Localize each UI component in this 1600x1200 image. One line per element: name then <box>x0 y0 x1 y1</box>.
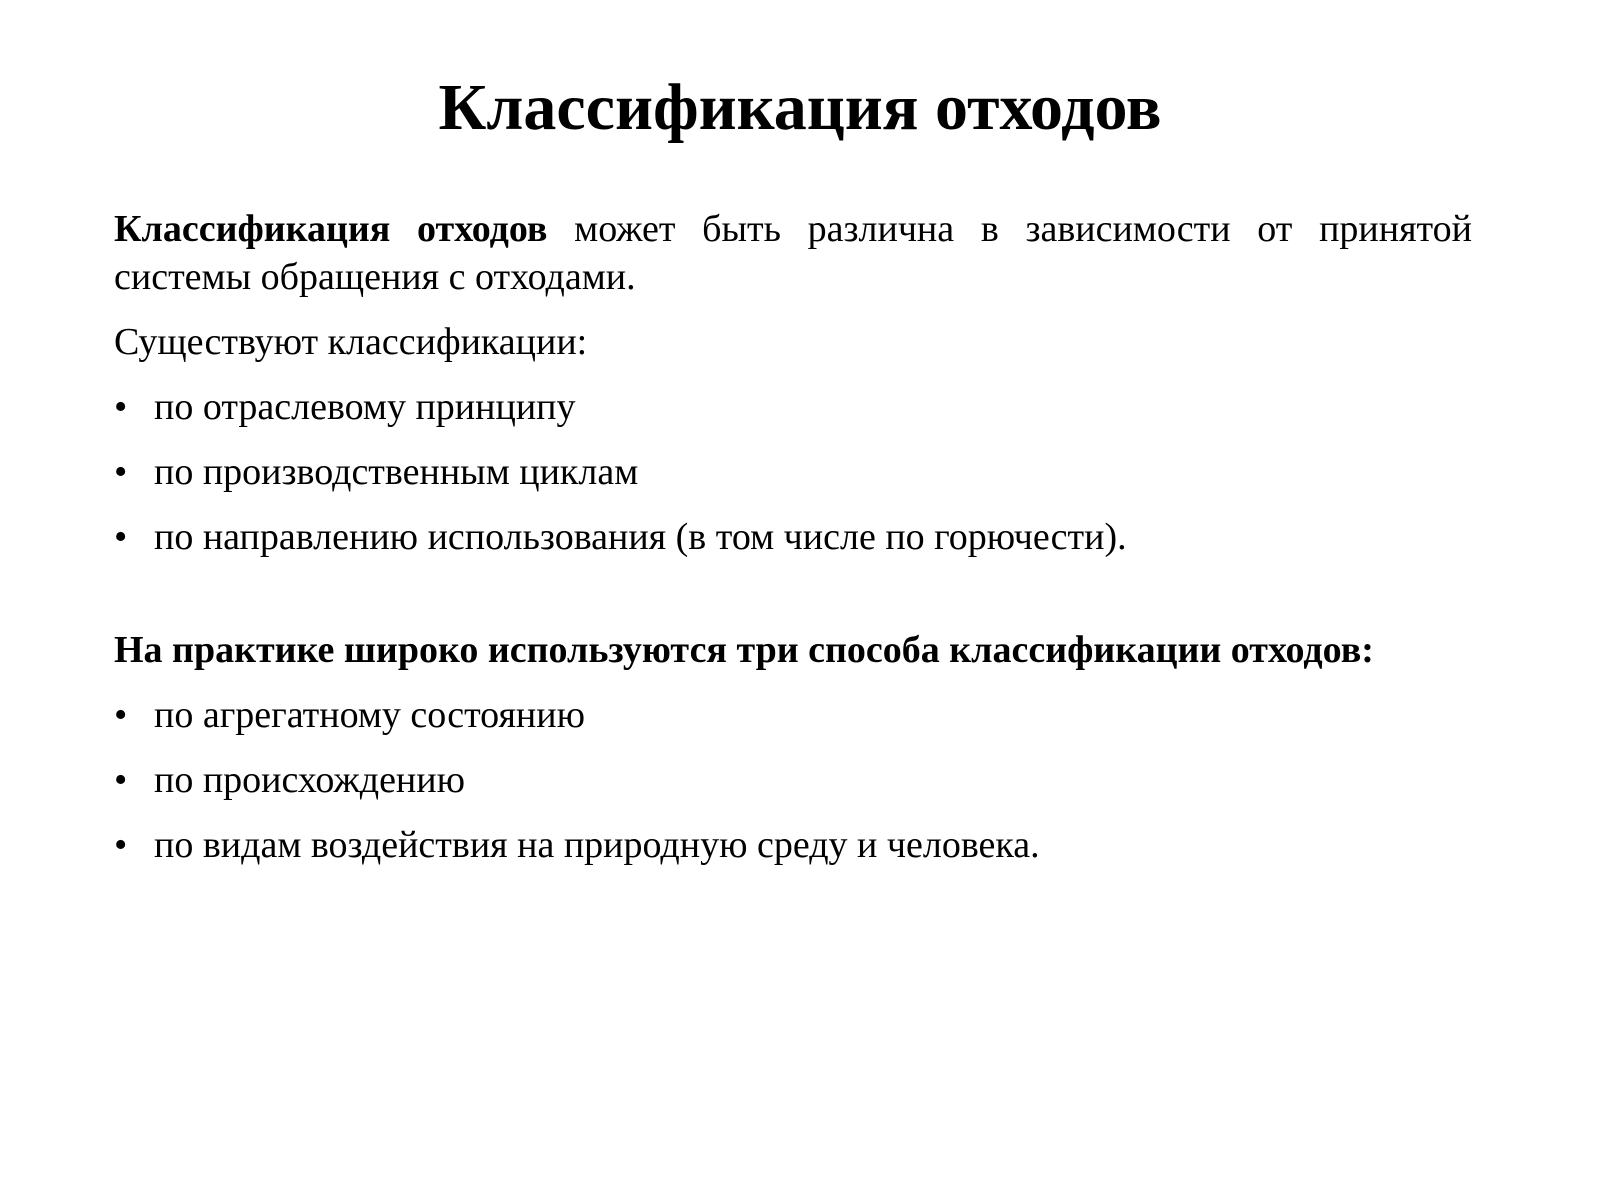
bullet-icon: • <box>114 824 128 866</box>
list-item-text: по агрегатному состоянию <box>154 694 585 736</box>
intro-bold-term: Классификация отходов <box>114 208 548 250</box>
list-item-text: по производственным циклам <box>154 451 639 493</box>
classifications-list <box>114 383 1472 561</box>
list-item <box>114 383 1472 431</box>
list-item-text: по происхождению <box>154 759 465 801</box>
spacer <box>114 561 1472 626</box>
bullet-icon: • <box>114 386 128 428</box>
list-item <box>114 448 1472 496</box>
list-item <box>114 756 1472 804</box>
list-item <box>114 513 1472 561</box>
practice-lead: На практике широко используются три способа классификации отходов: <box>114 629 1374 671</box>
list-item <box>114 821 1472 869</box>
classifications-lead: Существуют классификации: <box>114 321 588 363</box>
intro-text: может быть различна в зависимости от принятой системы обращения с отходами. <box>114 208 1472 298</box>
list-item <box>114 691 1472 739</box>
bullet-icon: • <box>114 516 128 558</box>
intro-paragraph <box>114 205 1472 301</box>
slide-body <box>114 205 1472 869</box>
bullet-icon: • <box>114 694 128 736</box>
bullet-icon: • <box>114 451 128 493</box>
slide-title: Классификация отходов <box>438 71 1162 144</box>
bullet-icon: • <box>114 759 128 801</box>
list-item-text: по отраслевому принципу <box>154 386 576 428</box>
list-item-text: по видам воздействия на природную среду и человека. <box>154 824 1040 866</box>
list-item-text: по направлению использования (в том числе по горючести). <box>154 516 1127 558</box>
practice-list <box>114 691 1472 869</box>
